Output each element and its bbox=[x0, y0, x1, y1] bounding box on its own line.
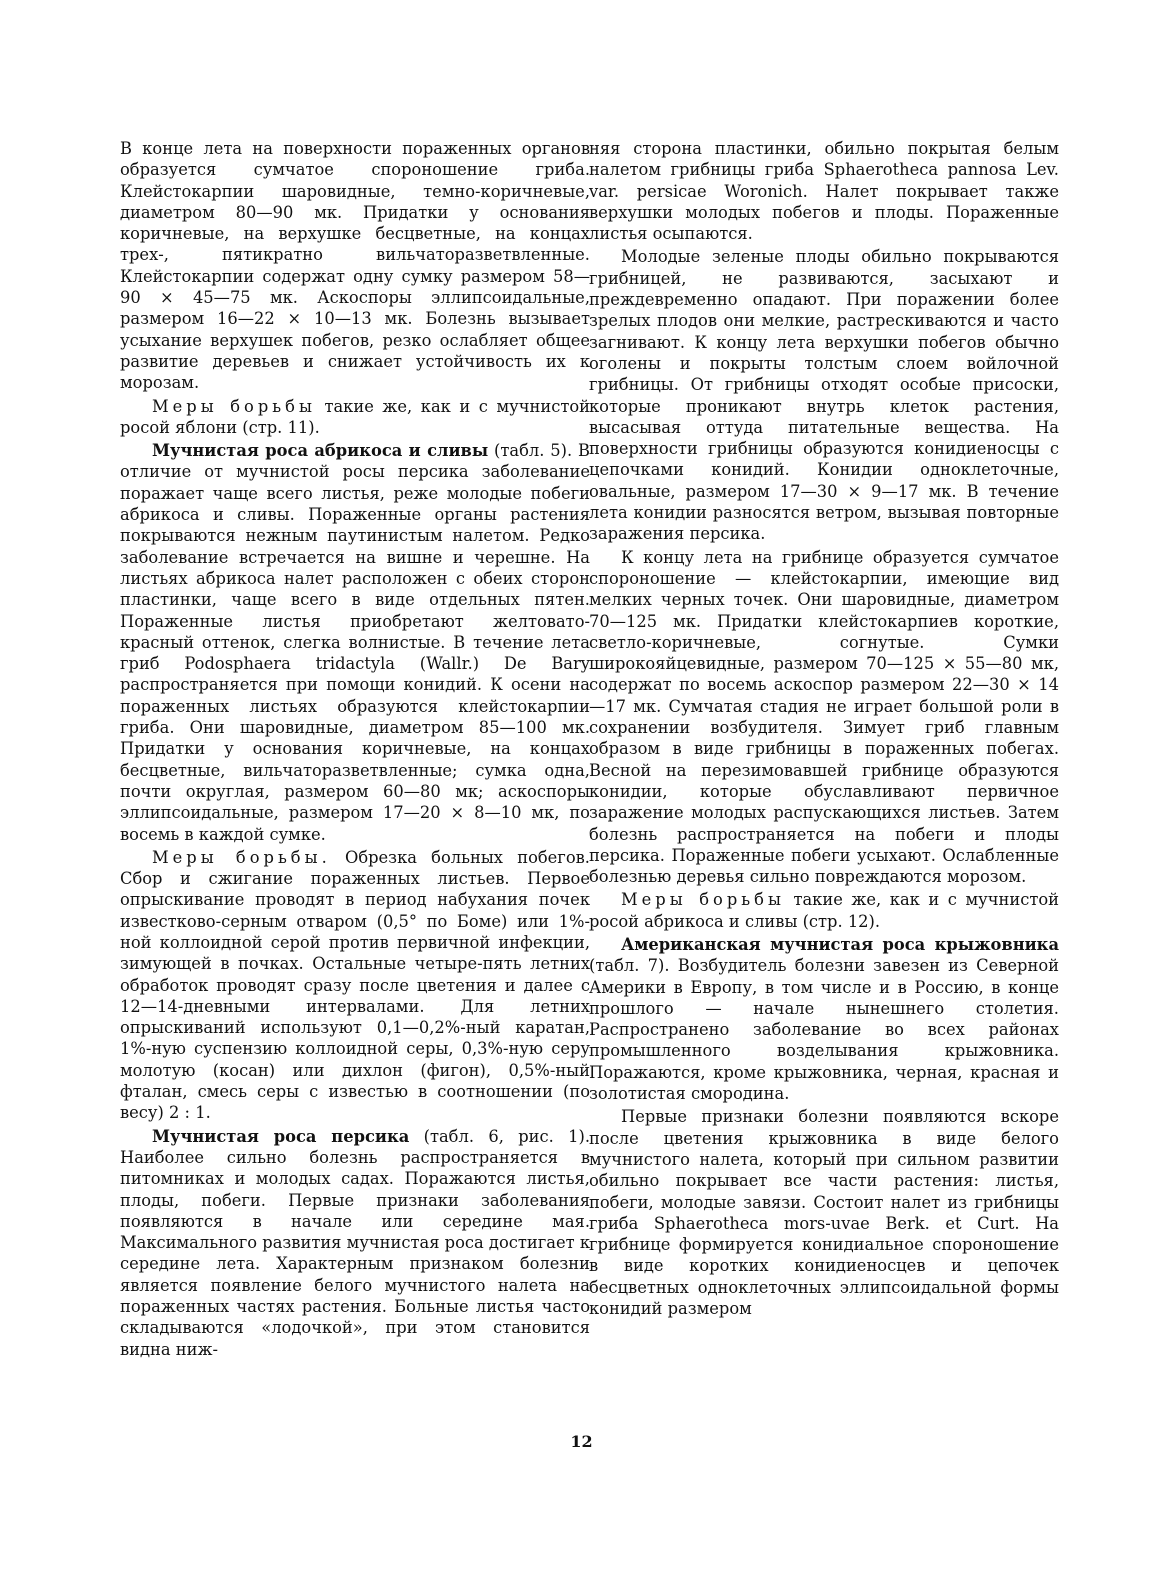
paragraph: Молодые зеленые плоды обильно покрываются грибницей, не развиваются, засыхают и преждевременно опадают. При поражении более зрелых плодов они мелкие, растрескиваются и часто загнивают. К концу лета верхушки побегов обычно оголены и покрыты толстым слоем войлочной грибницы. От грибницы отходят особые присоски, которые проникают внутрь клеток растения, высасывая оттуда питательные вещества. На поверхности грибницы образуются конидиеносцы с цепочками конидий. Конидии одноклеточные, овальные, размером 17—30 × 9—17 мк. В течение лета конидии разносятся ветром, вызывая повторные заражения персика. bbox=[589, 247, 1059, 544]
paragraph-text: такие же, как и с мучнистой росой яблони (стр. 11). bbox=[120, 396, 590, 437]
paragraph bbox=[589, 934, 1059, 1104]
paragraph-text: (табл. 7). Возбудитель болезни завезен из Северной Америки в Европу, в том числе и в Россию, в конце прошлого — начале нынешнего столетия. Распространено заболевание во всех районах промышленного возделывания крыжовника. Поражаются, кроме крыжовника, черная, красная и золотистая смородина. bbox=[589, 956, 1059, 1104]
paragraph: В конце лета на поверхности пораженных органов образуется сумчатое спороношение гриба. Клейстокарпии шаровидные, темно-коричневые, диаметром 80—90 мк. Придатки у основания коричневые, на верхушке бесцветные, на концах трех-, пятикратно вильчаторазветвленные. Клейстокарпии содержат одну сумку размером 58—90 × 45—75 мк. Аскоспоры эллипсоидальные, размером 16—22 × 10—13 мк. Болезнь вызывает усыхание верхушек побегов, резко ослабляет общее развитие деревьев и снижает устойчивость их к морозам. bbox=[120, 139, 590, 393]
section-title: Мучнистая роса абрикоса и сливы bbox=[152, 441, 489, 461]
paragraph: К концу лета на грибнице образуется сумчатое спороношение — клейстокарпии, имеющие вид мелких черных точек. Они шаровидные, диаметром 70—125 мк. Придатки клейстокарпиев короткие, светло-коричневые, согнутые. Сумки широкояйцевидные, размером 70—125 × 55—80 мк, содержат по восемь аскоспор размером 22—30 × 14—17 мк. Сумчатая стадия не играет большой роли в сохранении возбудителя. Зимует гриб главным образом в виде грибницы в пораженных побегах. Весной на перезимовавшей грибнице образуются конидии, которые обуславливают первичное заражение молодых распускающихся листьев. Затем болезнь распространяется на побеги и плоды персика. Пораженные побеги усыхают. Ослабленные болезнью деревья сильно повреждаются морозом. bbox=[589, 547, 1059, 887]
page-number: 12 bbox=[570, 1432, 593, 1451]
paragraph bbox=[120, 1126, 590, 1360]
paragraph bbox=[120, 440, 590, 845]
paragraph-text: Обрезка больных побегов. Сбор и сжигание пораженных листьев. Первое опрыскивание проводят в период набухания почек известково-серным отваром (0,5° по Боме) или 1%-ной коллоидной серой против первичной инфекции, зимующей в почках. Остальные четыре-пять летних обработок проводят сразу после цветения и далее с 12—14-дневными интервалами. Для летних опрыскиваний используют 0,1—0,2%-ный каратан, 1%-ную суспензию коллоидной серы, 0,3%-ную серу молотую (косан) или дихлон (фигон), 0,5%-ный фталан, смесь серы с известью в соотношении (по весу) 2 : 1. bbox=[120, 847, 590, 1123]
paragraph bbox=[120, 847, 590, 1124]
right-column bbox=[589, 138, 1059, 1319]
section-title: Мучнистая роса персика bbox=[152, 1126, 410, 1146]
paragraph-text: такие же, как и с мучнистой росой абрикоса и сливы (стр. 12). bbox=[589, 890, 1059, 931]
measures-label: Меры борьбы. bbox=[152, 847, 331, 867]
left-column bbox=[120, 138, 590, 1360]
paragraph: няя сторона пластинки, обильно покрытая белым налетом грибницы гриба Sphaerotheca pannosa Lev. var. persicae Woronich. Налет покрывает также верхушки молодых побегов и плоды. Пораженные листья осыпаются. bbox=[589, 139, 1059, 244]
paragraph: Первые признаки болезни появляются вскоре после цветения крыжовника в виде белого мучнистого налета, который при сильном развитии обильно покрывает все части растения: листья, побеги, молодые завязи. Состоит налет из грибницы гриба Sphaerotheca mors-uvae Berk. et Curt. На грибнице формируется конидиальное спороношение в виде коротких конидиеносцев и цепочек бесцветных одноклеточных эллипсоидальной формы конидий размером bbox=[589, 1107, 1059, 1319]
paragraph bbox=[589, 889, 1059, 932]
measures-label: Меры борьбы bbox=[621, 890, 785, 910]
paragraph-text: (табл. 6, рис. 1). Наиболее сильно болезнь распространяется в питомниках и молодых садах. Поражаются листья, плоды, побеги. Первые признаки заболевания появляются в начале или середине мая. Максимального развития мучнистая роса достигает к середине лета. Характерным признаком болезни является появление белого мучнистого налета на пораженных частях растения. Больные листья часто складываются «лодочкой», при этом становится видна ниж- bbox=[120, 1126, 590, 1359]
paragraph bbox=[120, 396, 590, 439]
measures-label: Меры борьбы bbox=[152, 396, 316, 416]
paragraph-text: (табл. 5). В отличие от мучнистой росы персика заболевание поражает чаще всего листья, реже молодые побеги абрикоса и сливы. Пораженные органы растения покрываются нежным паутинистым налетом. Редко заболевание встречается на вишне и черешне. На листьях абрикоса налет расположен с обеих сторон пластинки, чаще всего в виде отдельных пятен. Пораженные листья приобретают желтовато-красный оттенок, слегка волнистые. В течение лета гриб Podosphaera tridactyla (Wallr.) De Bary распространяется при помощи конидий. К осени на пораженных листьях образуются клейстокарпии гриба. Они шаровидные, диаметром 85—100 мк. Придатки у основания коричневые, на концах бесцветные, вильчаторазветвленные; сумка одна, почти округлая, размером 60—80 мк; аскоспоры эллипсоидальные, размером 17—20 × 8—10 мк, по восемь в каждой сумке. bbox=[120, 441, 590, 844]
section-title: Американская мучнистая роса крыжовника bbox=[621, 934, 1059, 954]
